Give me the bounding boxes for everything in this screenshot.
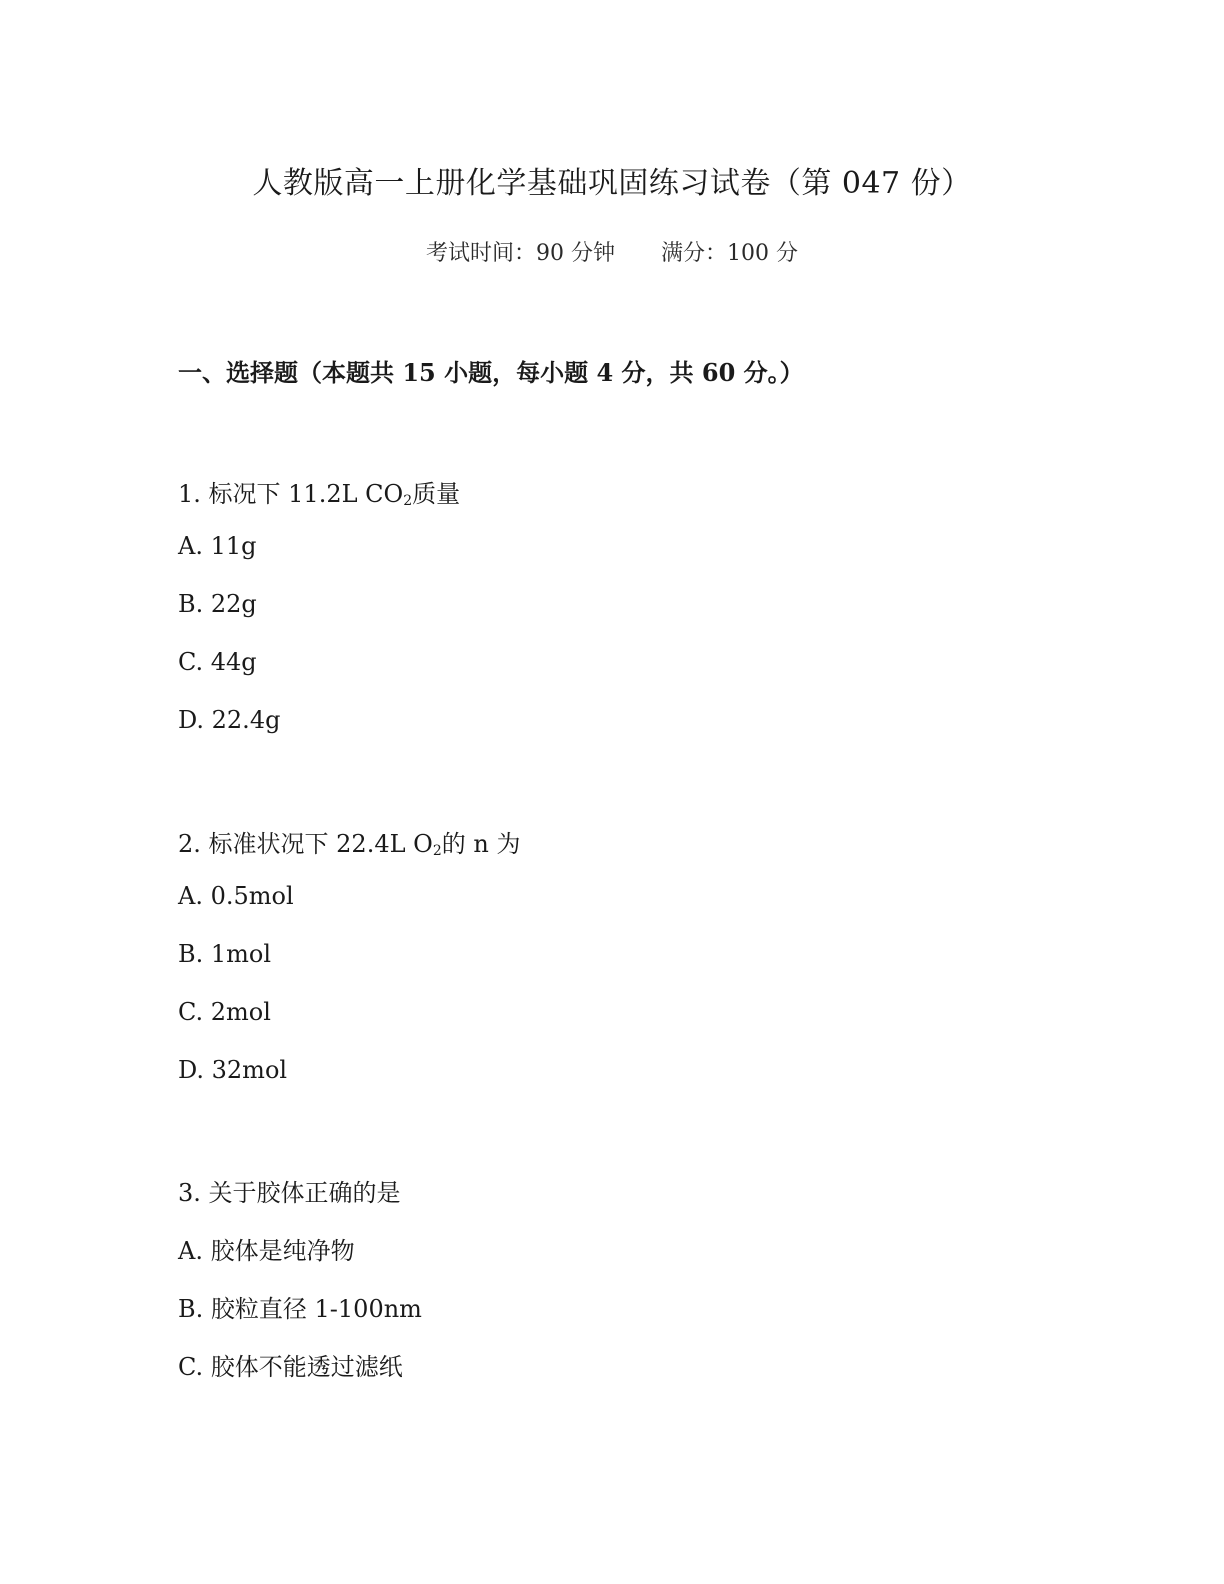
question-3-option-b: B. 胶粒直径 1-100nm — [178, 1295, 422, 1323]
question-2-stem: 2. 标准状况下 22.4L $O_2$的 n 为 — [178, 830, 521, 859]
question-2-option-d: D. 32mol — [178, 1056, 288, 1084]
question-3-stem: 3. 关于胶体正确的是 — [178, 1179, 401, 1207]
full-score: 满分：100 分 — [661, 241, 798, 266]
question-1-stem: 1. 标况下 11.2L $CO_2$质量 — [178, 480, 461, 509]
question-2-option-a: A. 0.5mol — [178, 882, 294, 910]
question-1-option-d: D. 22.4g — [178, 706, 281, 734]
question-1-option-c: C. 44g — [178, 648, 257, 676]
question-1-option-b: B. 22g — [178, 590, 257, 618]
question-3-option-c: C. 胶体不能透过滤纸 — [178, 1353, 403, 1381]
exam-meta — [0, 236, 1224, 267]
question-2-option-b: B. 1mol — [178, 940, 272, 968]
page-title: 人教版高一上册化学基础巩固练习试卷（第 047 份） — [252, 166, 972, 201]
exam-time: 考试时间：90 分钟 — [426, 241, 615, 266]
section-heading: 一、选择题（本题共 15 小题，每小题 4 分，共 60 分。） — [178, 358, 804, 387]
question-3-option-a: A. 胶体是纯净物 — [178, 1237, 355, 1265]
question-2-option-c: C. 2mol — [178, 998, 271, 1026]
question-1-option-a: A. 11g — [178, 532, 257, 560]
